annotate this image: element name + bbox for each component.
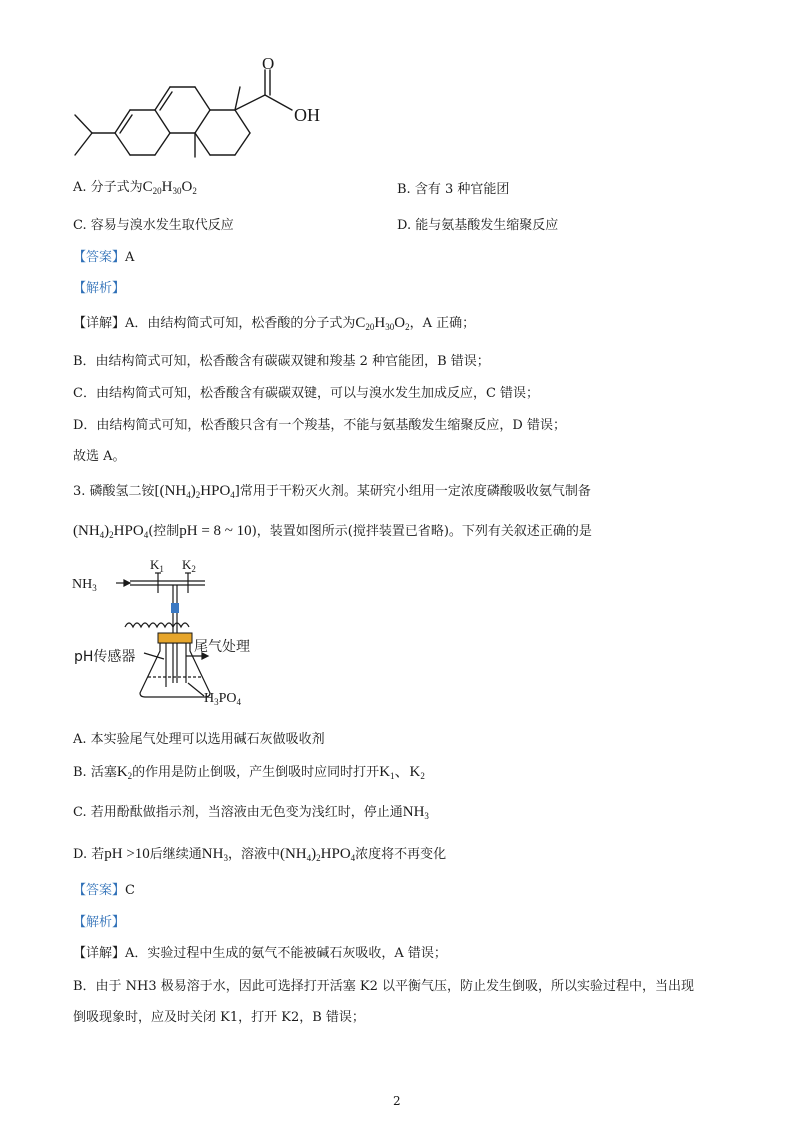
q3-option-d-nh3: $NH_3$: [201, 846, 228, 863]
q2-option-a-formula: $C_{20}H_{30}O_2$: [142, 179, 197, 196]
ph-sensor-label: pH传感器: [74, 649, 136, 665]
q3-detail-b-line1: B．由于 NH3 极易溶于水，因此可选择打开活塞 K2 以平衡气压，防止发生倒吸，所以实验过程中，当出现: [73, 979, 695, 994]
q3-analysis-label: 【解析】: [73, 915, 126, 930]
q3-option-d-mid1: 后继续通: [149, 847, 202, 862]
q2-option-b: B. 含有 3 种官能团: [397, 182, 510, 197]
bond: [235, 95, 265, 110]
bond: [195, 87, 210, 110]
h3po4-pointer: [188, 683, 204, 696]
k1-label: $K_1$: [150, 557, 164, 574]
bond: [265, 95, 292, 110]
q3-option-b-k1k2: $K_1$、$K_2$: [379, 764, 425, 781]
q3-stem-line2: [73, 520, 592, 540]
q3-option-c-nh3: $NH_3$: [402, 804, 429, 821]
bond: [75, 115, 92, 133]
q3-option-a: A. 本实验尾气处理可以选用碱石灰做吸收剂: [73, 732, 325, 747]
q3-detail-b-line2: 倒吸现象时，应及时关闭 K1，打开 K2，B 错误；: [73, 1010, 365, 1025]
q2-detail-b: B．由结构简式可知，松香酸含有碳碳双键和羧基 2 种官能团，B 错误；: [73, 354, 490, 369]
structure-o-label: O: [262, 55, 275, 73]
abietic-acid-structure: [60, 55, 350, 170]
q2-detail-a: [73, 312, 475, 332]
h3po4-label: $H_3PO_4$: [204, 691, 242, 707]
q2-option-a-prefix: A. 分子式为: [73, 180, 143, 195]
bond: [160, 92, 172, 110]
q3-stem-line2-ph: pH = 8 ~ 10: [179, 523, 252, 539]
q2-option-a: [73, 176, 197, 196]
nh3-arrowhead: [124, 580, 130, 586]
bond: [115, 133, 130, 155]
nh3-label: $NH_3$: [72, 577, 97, 593]
q3-detail-a: [73, 942, 447, 961]
bond: [235, 133, 250, 155]
q3-option-d-formula: $(NH_4)_2HPO_4$: [279, 846, 356, 863]
k2-label: $K_2$: [182, 557, 196, 574]
bond: [235, 87, 240, 110]
q3-option-b-prefix: B. 活塞: [73, 765, 117, 780]
q3-stem-line2-mid: (控制: [148, 524, 180, 539]
q3-option-b: [73, 760, 425, 781]
valve-mark: [171, 603, 179, 613]
q2-detail-c: C．由结构简式可知，松香酸含有碳碳双键，可以与溴水发生加成反应，C 错误；: [73, 386, 540, 401]
tail-gas-label: 尾气处理: [194, 639, 250, 655]
q2-detail-label: 【详解】: [73, 316, 126, 331]
q3-stem-line1-prefix: 3. 磷酸氢二铵[: [73, 484, 160, 499]
structure-oh-label: OH: [294, 105, 320, 125]
q3-option-c: [73, 801, 429, 821]
bond: [235, 110, 250, 133]
q3-option-d-suffix: 浓度将不再变化: [355, 847, 447, 862]
q3-option-d: [73, 843, 446, 863]
q3-detail-label: 【详解】: [73, 946, 126, 961]
q3-option-c-prefix: C. 若用酚酞做指示剂，当溶液由无色变为浅红时，停止通: [73, 805, 403, 820]
q2-conclusion: 故选 A。: [73, 449, 126, 464]
spring: [125, 623, 189, 627]
bond: [195, 110, 210, 133]
q2-answer-label: 【答案】: [73, 250, 126, 265]
q2-option-c: C. 容易与溴水发生取代反应: [73, 218, 234, 233]
bond: [75, 133, 92, 155]
q3-option-d-prefix: D. 若: [73, 847, 105, 862]
q3-stem-line1-suffix: ]常用于干粉灭火剂。某研究小组用一定浓度磷酸吸收氨气制备: [234, 484, 591, 499]
page-number: 2: [393, 1094, 401, 1108]
q3-stem-line1: [73, 480, 591, 500]
q3-answer-value: C: [125, 883, 135, 898]
q2-detail-a-suffix: ，A 正确；: [409, 316, 476, 331]
q2-option-d: D. 能与氨基酸发生缩聚反应: [397, 218, 559, 233]
q2-detail-d: D．由结构简式可知，松香酸只含有一个羧基，不能与氨基酸发生缩聚反应，D 错误；: [73, 418, 566, 433]
q3-answer: [73, 879, 135, 898]
q2-answer: [73, 246, 134, 265]
bond: [155, 110, 170, 133]
q2-detail-a-prefix: A．由结构简式可知，松香酸的分子式为: [125, 316, 356, 331]
q3-stem-line1-formula: $(NH_4)_2HPO_4$: [159, 483, 235, 500]
ph-label-pointer: [144, 653, 164, 659]
apparatus-figure: [70, 555, 270, 710]
q3-stem-line2-suffix: )，装置如图所示(搅拌装置已省略)。下列有关叙述正确的是: [251, 524, 592, 539]
q3-detail-a-text: A．实验过程中生成的氨气不能被碱石灰吸收，A 错误；: [125, 946, 447, 961]
q3-stem-line2-formula: $(NH_4)_2HPO_4$: [73, 523, 149, 540]
q3-answer-label: 【答案】: [73, 883, 126, 898]
q2-answer-value: A: [125, 250, 135, 265]
stopper: [158, 633, 192, 643]
bond: [120, 115, 132, 133]
q3-option-b-mid: 的作用是防止倒吸，产生倒吸时应同时打开: [132, 765, 380, 780]
q3-option-d-mid2: ，溶液中: [227, 847, 280, 862]
bond: [195, 133, 210, 155]
q2-detail-a-formula: $C_{20}H_{30}O_2$: [355, 315, 410, 332]
q2-analysis-label: 【解析】: [73, 281, 126, 296]
bond: [155, 133, 170, 155]
q3-option-b-k2: $K_2$: [116, 764, 133, 781]
q3-option-d-ph: pH >10: [104, 846, 150, 862]
